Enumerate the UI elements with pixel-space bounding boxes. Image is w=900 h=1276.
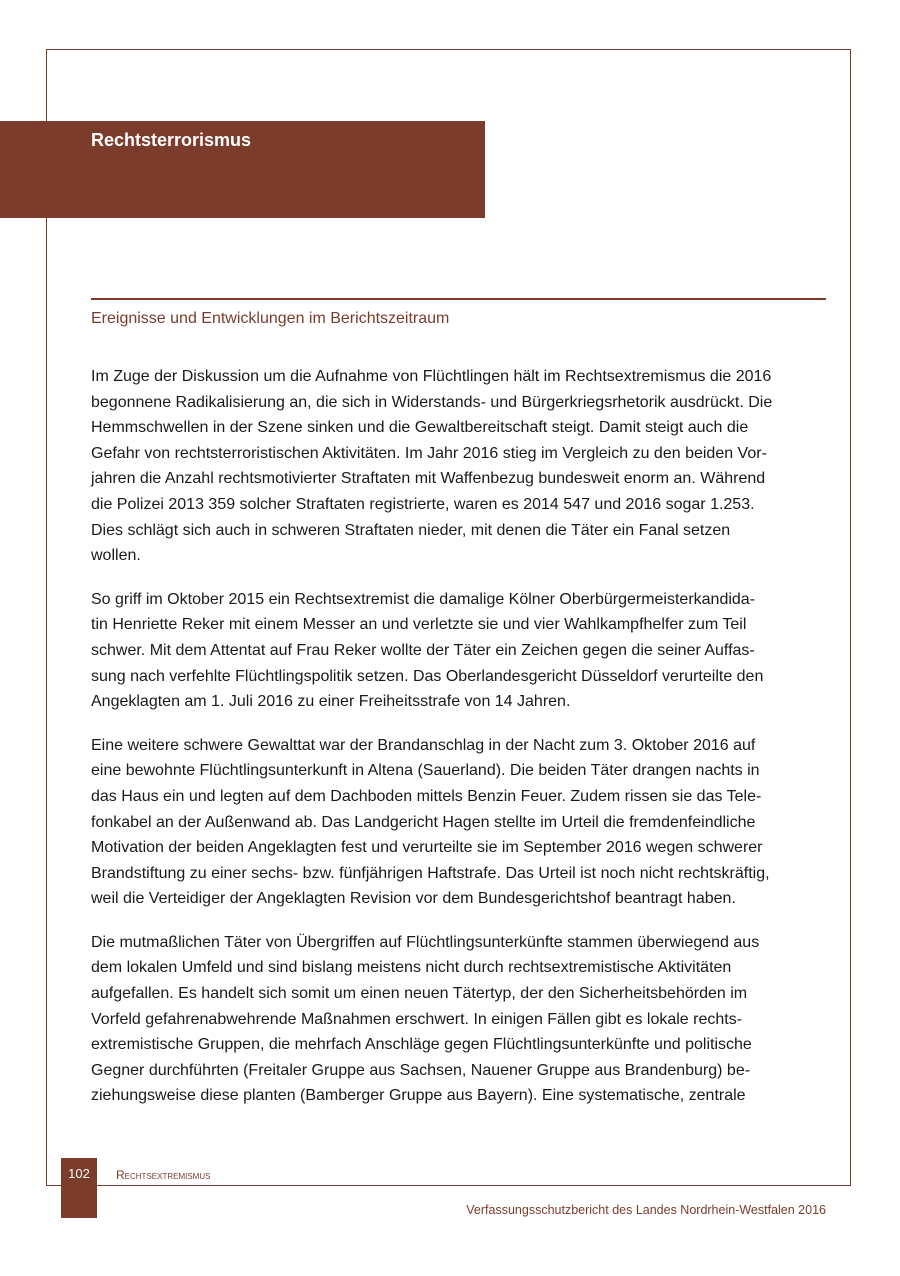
text-line: Gefahr von rechtsterroristischen Aktivitäten. Im Jahr 2016 stieg im Vergleich zu den beiden Vor-: [91, 444, 767, 462]
text-line: schwer. Mit dem Attentat auf Frau Reker wollte der Täter ein Zeichen gegen die seiner Auffas-: [91, 641, 755, 659]
text-line: Hemmschwellen in der Szene sinken und die Gewaltbereitschaft steigt. Damit steigt auch die: [91, 419, 749, 437]
text-line: die Polizei 2013 359 solcher Straftaten registrierte, waren es 2014 547 und 2016 sogar 1.253.: [91, 495, 755, 513]
text-line: begonnene Radikalisierung an, die sich in Widerstands- und Bürgerkriegsrhetorik ausdrückt. Die: [91, 393, 773, 411]
publication-footer: Verfassungsschutzbericht des Landes Nordrhein-Westfalen 2016: [466, 1203, 826, 1217]
text-line: sung nach verfehlte Flüchtlingspolitik setzen. Das Oberlandesgericht Düsseldorf verurteilte den: [91, 667, 764, 685]
text-line: aufgefallen. Es handelt sich somit um einen neuen Tätertyp, der den Sicherheitsbehörden im: [91, 985, 748, 1003]
text-line: Im Zuge der Diskussion um die Aufnahme von Flüchtlingen hält im Rechtsextremismus die 2016: [91, 368, 772, 385]
text-line: fonkabel an der Außenwand ab. Das Landgericht Hagen stellte im Urteil die fremdenfeindliche: [91, 813, 756, 831]
body-text: [91, 364, 831, 1127]
text-line: jahren die Anzahl rechtsmotivierter Straftaten mit Waffenbezug bundesweit enorm an. Während: [91, 470, 766, 488]
text-line: das Haus ein und legten auf dem Dachboden mittels Benzin Feuer. Zudem rissen sie das Tele-: [91, 787, 762, 805]
text-line: Dies schlägt sich auch in schweren Straftaten nieder, mit denen die Täter ein Fanal setzen: [91, 521, 731, 539]
page-number: 102: [68, 1166, 90, 1181]
paragraph: [91, 364, 831, 569]
chapter-title: Rechtsterrorismus: [91, 130, 252, 150]
text-line: So griff im Oktober 2015 ein Rechtsextremist die damalige Kölner Oberbürgermeisterkandida-: [91, 590, 756, 608]
text-line: Gegner durchführten (Freitaler Gruppe aus Sachsen, Nauener Gruppe aus Brandenburg) be-: [91, 1061, 751, 1079]
text-line: tin Henriette Reker mit einem Messer an und verletzte sie und vier Wahlkampfhelfer zum Teil: [91, 616, 747, 634]
text-line: Die mutmaßlichen Täter von Übergriffen auf Flüchtlingsunterkünfte stammen überwiegend aus: [91, 933, 760, 951]
running-section-title: Rechtsextremismus: [116, 1168, 211, 1182]
text-line: Brandstiftung zu einer sechs- bzw. fünfjährigen Haftstrafe. Das Urteil ist noch nicht rechtskräftig,: [91, 864, 770, 882]
paragraph: [91, 587, 831, 715]
paragraph: [91, 930, 831, 1109]
paragraph: [91, 733, 831, 912]
text-line: weil die Verteidiger der Angeklagten Revision vor dem Bundesgerichtshof beantragt haben.: [91, 890, 736, 908]
text-line: Motivation der beiden Angeklagten fest und verurteilte sie im September 2016 wegen schwerer: [91, 839, 763, 857]
text-line: dem lokalen Umfeld und sind bislang meistens nicht durch rechtsextremistische Aktivitäten: [91, 959, 732, 977]
text-line: Vorfeld gefahrenabwehrende Maßnahmen erschwert. In einigen Fällen gibt es lokale rechts-: [91, 1010, 743, 1028]
section-subheading: Ereignisse und Entwicklungen im Berichtszeitraum: [91, 310, 450, 327]
text-line: Angeklagten am 1. Juli 2016 zu einer Freiheitsstrafe von 14 Jahren.: [91, 693, 571, 711]
divider: [91, 298, 826, 300]
text-line: eine bewohnte Flüchtlingsunterkunft in Altena (Sauerland). Die beiden Täter drangen nachts in: [91, 762, 760, 780]
text-line: Eine weitere schwere Gewalttat war der Brandanschlag in der Nacht zum 3. Oktober 2016 auf: [91, 736, 756, 754]
text-line: extremistische Gruppen, die mehrfach Anschläge gegen Flüchtlingsunterkünfte und politische: [91, 1036, 752, 1054]
text-line: wollen.: [91, 547, 141, 565]
text-line: ziehungsweise diese planten (Bamberger Gruppe aus Bayern). Eine systematische, zentrale: [91, 1087, 746, 1105]
